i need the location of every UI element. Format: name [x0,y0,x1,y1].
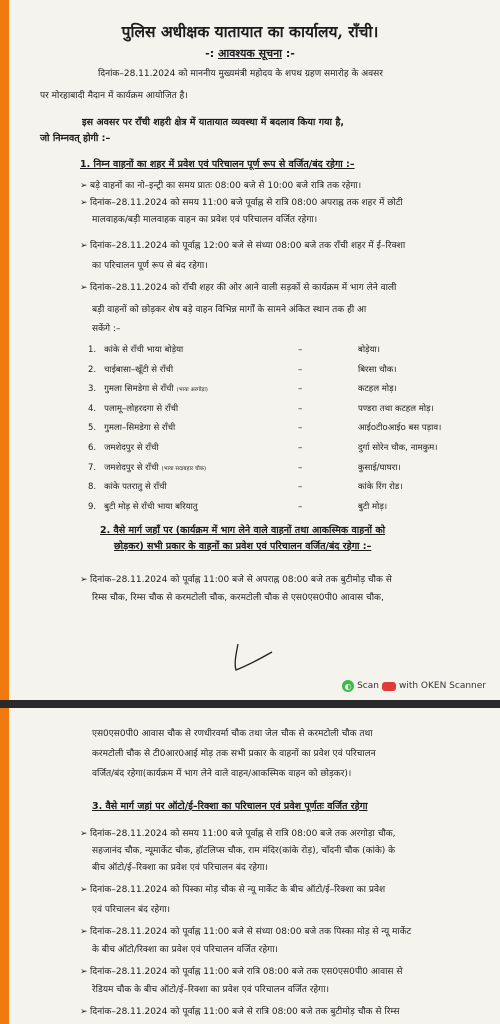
route-number: 8. [88,482,97,493]
notice-line: इस अवसर पर राँची शहरी क्षेत्र में यातायात व्यवस्था में बदलाव किया गया है, [82,117,344,128]
arrow-bullet-icon: ➢ [80,283,88,293]
subtitle-text: आवश्यक सूचना [217,47,283,60]
route-number: 6. [88,443,97,453]
route-number: 1. [88,345,97,355]
bullet-text: दिनांक–28.11.2024 को राँची शहर की ओर आने वाली सड़कों से कार्यक्रम में भाग लेने वाली [90,283,397,293]
route-number: 2. [88,364,97,375]
section-2-heading-cont: छोड़कर) सभी प्रकार के वाहनों का प्रवेश एवं परिचालन वर्जित/बंद रहेगा :– [114,541,372,552]
route-dash: – [298,482,303,493]
arrow-bullet-icon: ➢ [80,1007,88,1017]
route-row [88,501,388,513]
bullet-text-continued: सकेंगे :– [92,324,121,334]
route-number: 4. [88,403,97,414]
bullet-text: दिनांक–28.11.2024 को पूर्वाह्न 11:00 बजे से रात्रि 08:00 बजे तक बुटीमोड़ चौक से रिम्स [90,1007,400,1017]
office-title: पुलिस अधीक्षक यातायात का कार्यालय, राँची। [121,22,379,41]
route-row [88,422,442,434]
document-page-2 [0,708,500,1024]
route-row [88,462,401,475]
oken-scanner-logo-icon: ◐ [342,680,354,692]
bullet-text-continued: का परिचालन पूर्ण रूप से बंद रहेगा। [92,261,208,271]
bullet-text: दिनांक–28.11.2024 को समय 11:00 बजे पूर्वाह्न से रात्रि 08:00 बजे तक अरगोड़ा चौक, [90,829,396,839]
route-origin: जमशेदपुर से राँची [104,443,159,453]
route-row [88,442,438,454]
bullet-text-continued: बड़ी वाहनों को छोड़कर शेष बड़े वाहन विभिन्न मार्गों के सामने अंकित स्थान तक ही आ [92,305,367,315]
route-destination: आईoटीoआईo बस पड़ाव। [358,423,442,434]
bullet-text: दिनांक–28.11.2024 को पूर्वाह्न 11:00 बजे रात्रि 08:00 बजे तक एस0एस0पी0 आवास से [90,967,403,977]
bullet-text: दिनांक–28.11.2024 को पूर्वाह्न 11:00 बजे से संध्या 08:00 बजे तक पिस्का मोड़ से न्यू मार्केट [90,927,412,937]
route-destination: बोड़ेया। [358,345,380,355]
arrow-bullet-icon: ➢ [80,198,88,208]
bullet-text: दिनांक–28.11.2024 को पूर्वाह्न 12:00 बजे से संध्या 08:00 बजे तक राँची शहर में ई–रिक्शा [90,241,406,251]
route-number: 7. [88,462,97,473]
arrow-bullet-icon: ➢ [80,241,88,251]
continued-text: एस0एस0पी0 आवास चौक से रणधीरवर्मा चौक तथा जेल चौक से करमटोली चौक तथा [92,729,373,739]
bullet-text-continued: मालवाहक/बड़ी मालवाहक वाहन का प्रवेश एवं परिचालन वर्जित रहेगा। [92,215,318,225]
subtitle-suffix: :- [285,47,295,60]
route-row [88,364,397,376]
route-destination: बिरसा चौक। [358,364,397,375]
route-origin: गुमला–सिमडेगा से राँची [104,423,176,434]
route-origin: चाईबासा–खूँटी से राँची [104,364,174,375]
intro-line: दिनांक–28.11.2024 को माननीय मुख्यमंत्री महोदय के शपथ ग्रहण समारोह के अवसर [98,69,383,79]
section-1-heading: 1. निम्न वाहनों का शहर में प्रवेश एवं परिचालन पूर्ण रूप से वर्जित/बंद रहेगा :– [80,159,355,170]
route-destination: दुर्गा सोरेन चौक, नामकुम। [358,443,438,453]
route-destination: बुटी मोड़। [358,501,388,512]
route-origin: पलामू–लोहरदगा से राँची [104,403,179,414]
bullet-item [80,240,405,253]
route-number: 5. [88,423,97,434]
route-dash: – [298,501,303,512]
route-origin: कांके से राँची भाया बोड़ेया [104,345,184,355]
route-via-note: (भाया अरगोड़ा) [176,387,208,394]
bullet-item [80,828,396,841]
route-origin: कांके पतरातु से राँची [104,482,167,493]
route-dash: – [298,423,303,434]
bullet-text: दिनांक–28.11.2024 को पिस्का मोड़ चौक से न्यू मार्केट के बीच ऑटो/ई–रिक्शा का प्रवेश [90,885,386,895]
bullet-text-continued: रिम्स चौक, रिम्स चौक से करमटोली चौक, करमटोली चौक से एस0एस0पी0 आवास चौक, [92,593,384,603]
bullet-text: दिनांक–28.11.2024 को पूर्वाह्न 11:00 बजे से अपराह्न 08:00 बजे तक बुटीमोड़ चौक से [90,575,392,585]
route-dash: – [298,462,303,473]
route-origin: बुटी मोड़ से राँची भाया बरियातु [104,501,198,512]
scanner-prefix: Scan [357,681,379,691]
continued-text: करमटोली चौक से टी0आर0आई मोड़ तक सभी प्रकार के वाहनों का प्रवेश एवं परिचालन [92,749,376,759]
route-dash: – [298,443,303,453]
bullet-text-continued: रेडियम चौक के बीच ऑटो/ई–रिक्शा का प्रवेश एवं परिचालन वर्जित रहेगा। [92,985,329,995]
bullet-item [80,966,402,979]
route-number: 9. [88,501,97,512]
bullet-item [80,180,361,193]
route-destination: कटहल मोड़। [358,384,397,395]
section-2-heading: 2. वैसे मार्ग जहाँ पर (कार्यक्रम में भाग लेने वाले वाहनों तथा आकस्मिक वाहनों को [100,525,386,536]
route-dash: – [298,364,303,375]
bullet-text-continued: के बीच ऑटो/रिक्शा का प्रवेश एवं परिचालन वर्जित रहेगा। [92,945,278,955]
route-dash: – [298,403,303,414]
bullet-item [80,926,411,939]
redaction-mark [382,682,396,691]
notice-subtitle [0,46,500,61]
route-destination: कांके रिंग रोड। [358,482,403,493]
bullet-item [80,197,403,210]
arrow-bullet-icon: ➢ [80,885,88,895]
arrow-bullet-icon: ➢ [80,181,88,191]
bullet-text: बड़े वाहनों का नो–इन्ट्री का समय प्रातः 08:00 बजे से 10:00 बजे रात्रि तक रहेगा। [90,181,362,191]
scanner-suffix: with OKEN Scanner [398,681,486,691]
subtitle-prefix: -: [205,47,215,60]
route-row [88,481,403,493]
orange-margin-strip [0,0,9,700]
scanner-watermark [342,680,486,692]
bullet-item [80,884,385,897]
bullet-text: दिनांक–28.11.2024 को समय 11:00 बजे पूर्वाह्न से रात्रि 08:00 अपराह्न तक शहर में छोटी [90,198,403,208]
arrow-bullet-icon: ➢ [80,829,88,839]
arrow-bullet-icon: ➢ [80,927,88,937]
notice-line: जो निम्नवत् होगी :– [40,133,111,144]
route-dash: – [298,384,303,395]
route-number: 3. [88,384,97,395]
arrow-bullet-icon: ➢ [80,575,88,585]
route-destination: पण्डरा तथा कटहल मोड़। [358,403,434,414]
arrow-bullet-icon: ➢ [80,967,88,977]
route-row [88,383,397,396]
route-row [88,344,380,356]
bullet-item [80,1006,399,1019]
section-3-heading: 3. वैसे मार्ग जहां पर ऑटो/ई–रिक्शा का परिचालन एवं प्रवेश पूर्णतः वर्जित रहेगा [92,801,368,812]
route-origin: जमशेदपुर से राँची [104,462,159,473]
bullet-item [80,282,396,295]
bullet-item [80,574,392,587]
bullet-text-continued: बीच ऑटो/ई–रिक्शा का प्रवेश एवं परिचालन बंद रहेगा। [92,863,268,873]
route-via-note: (भाया सदाबहार चौक) [161,465,207,472]
route-destination: कुसाई/घाघरा। [358,462,401,473]
route-origin: गुमला सिमडेगा से राँची [104,384,174,395]
orange-margin-strip [0,708,9,1024]
route-dash: – [298,345,303,355]
continued-text: वर्जित/बंद रहेगा(कार्यक्रम में भाग लेने वाले वाहन/आकस्मिक वाहन को छोड़कर)। [92,769,352,779]
route-row [88,403,434,415]
signature-mark [228,640,278,676]
intro-line: पर मोरहाबादी मैदान में कार्यक्रम आयोजित है। [40,91,188,101]
bullet-text-continued: एवं परिचालन बंद रहेगा। [92,905,171,915]
bullet-text-continued: सहजानंद चौक, न्यूमार्केट चौक, हॉटलिप्स चौक, राम मंदिर(कांके रोड़), चाँदनी चौक (कांके) के [92,846,396,856]
